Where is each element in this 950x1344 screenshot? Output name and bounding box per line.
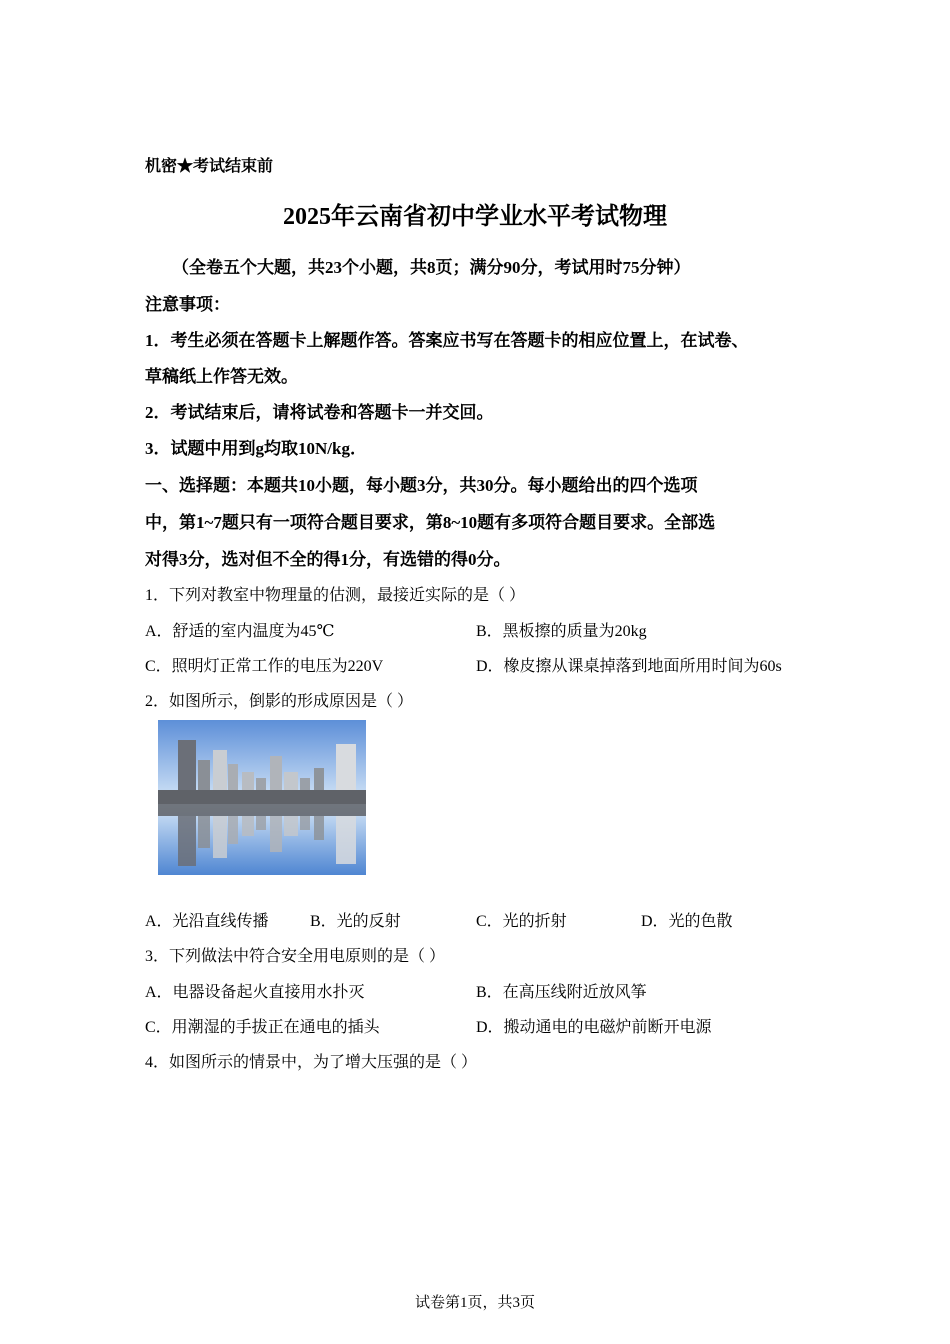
q1-option-b: B．黑板擦的质量为20kg	[476, 623, 647, 640]
note-2: 2．考试结束后，请将试卷和答题卡一并交回。	[145, 403, 494, 422]
section-1-line-1: 一、选择题：本题共10小题，每小题3分，共30分。每小题给出的四个选项	[145, 476, 698, 495]
notes-heading: 注意事项：	[145, 295, 230, 314]
section-1-line-3: 对得3分，选对但不全的得1分，有选错的得0分。	[145, 550, 511, 569]
q2-stem: 2．如图所示，倒影的形成原因是（ ）	[145, 693, 414, 710]
exam-info: （全卷五个大题，共23个小题，共8页；满分90分，考试用时75分钟）	[172, 258, 691, 277]
section-1-line-2: 中，第1~7题只有一项符合题目要求，第8~10题有多项符合题目要求。全部选	[145, 513, 716, 532]
note-1-line-1: 1．考生必须在答题卡上解题作答。答案应书写在答题卡的相应位置上，在试卷、	[145, 331, 749, 350]
city-reflection-image	[158, 720, 366, 875]
q2-option-b: B．光的反射	[310, 913, 401, 930]
q1-option-a: A．舒适的室内温度为45℃	[145, 623, 335, 640]
q3-option-b: B．在高压线附近放风筝	[476, 984, 647, 1001]
q2-option-c: C．光的折射	[476, 913, 567, 930]
q2-option-a: A．光沿直线传播	[145, 913, 269, 930]
q1-option-c: C．照明灯正常工作的电压为220V	[145, 658, 384, 675]
q1-stem: 1．下列对教室中物理量的估测，最接近实际的是（ ）	[145, 587, 526, 604]
page-title: 2025年云南省初中学业水平考试物理	[283, 204, 667, 230]
q3-option-a: A．电器设备起火直接用水扑灭	[145, 984, 365, 1001]
q2-option-d: D．光的色散	[641, 913, 733, 930]
q4-stem: 4．如图所示的情景中，为了增大压强的是（ ）	[145, 1054, 478, 1071]
note-3: 3．试题中用到g均取10N/kg．	[145, 439, 367, 458]
q3-stem: 3．下列做法中符合安全用电原则的是（ ）	[145, 948, 446, 965]
q3-option-d: D．搬动通电的电磁炉前断开电源	[476, 1019, 712, 1036]
note-1-line-2: 草稿纸上作答无效。	[145, 367, 298, 386]
page-footer: 试卷第1页，共3页	[414, 1295, 535, 1311]
confidential-label: 机密★考试结束前	[145, 158, 274, 175]
q3-option-c: C．用潮湿的手拔正在通电的插头	[145, 1019, 380, 1036]
q1-option-d: D．橡皮擦从课桌掉落到地面所用时间为60s	[476, 658, 782, 675]
